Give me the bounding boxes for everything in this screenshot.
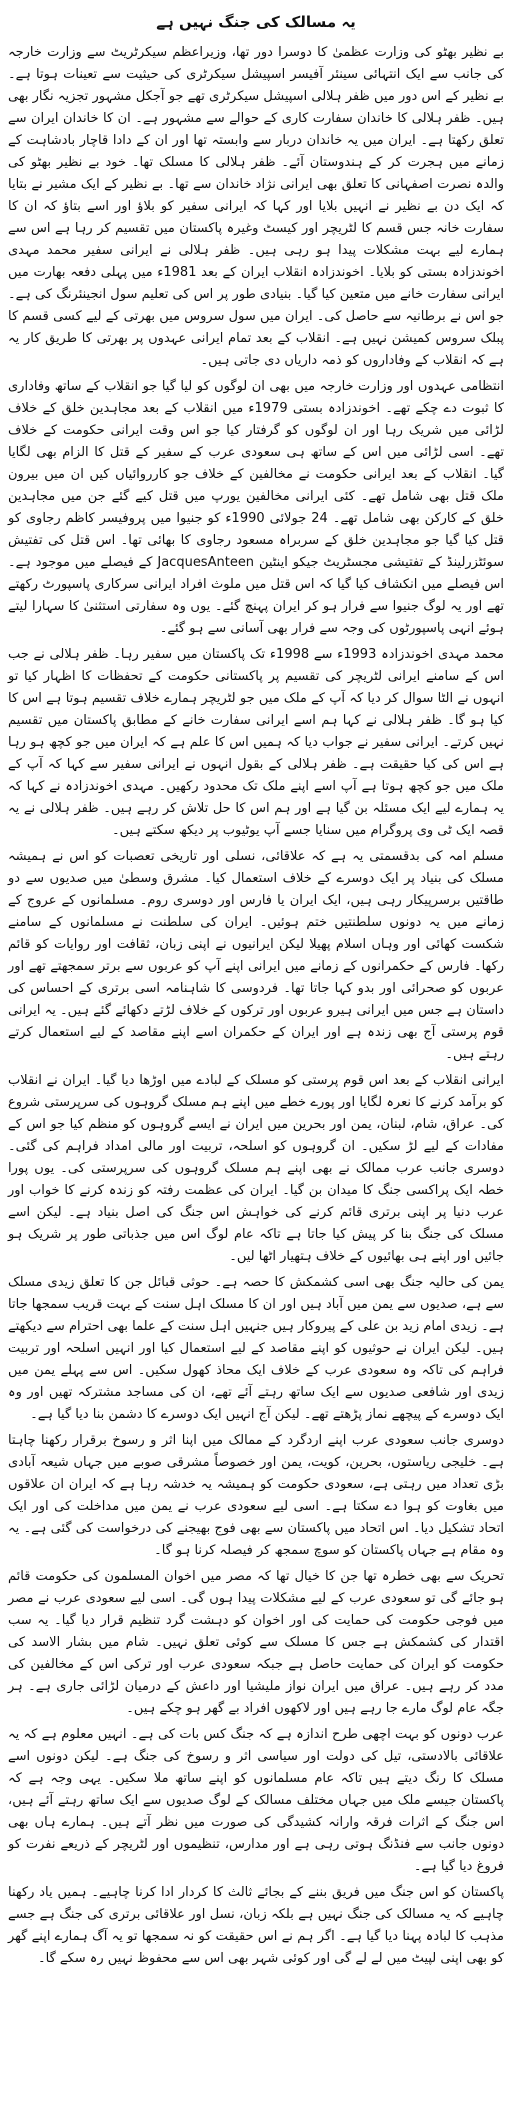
article-paragraph: یمن کی حالیہ جنگ بھی اسی کشمکش کا حصہ ہے۔ حوثی قبائل جن کا تعلق زیدی مسلک سے ہے، صدیوں سے یمن میں آباد ہیں اور ان کا مسلک اہل سنت کے بہت قریب سمجھا جاتا ہے۔ زیدی امام زید بن علی کے پیروکار ہیں جنہیں اہل سنت کے علما بھی احترام سے دیکھتے ہیں۔ لیکن ایران نے حوثیوں کو اپنے مقاصد کے لیے استعمال کیا اور انہیں اسلحہ اور تربیت فراہم کی تاکہ وہ سعودی عرب کے خلاف ایک محاذ کھول سکیں۔ اس سے پہلے یمن میں زیدی اور شافعی صدیوں سے ایک ساتھ رہتے آئے تھے، ان کی مساجد مشترکہ تھیں اور وہ ایک دوسرے کے پیچھے نماز پڑھتے تھے۔ لیکن آج انہیں ایک دوسرے کا دشمن بنا دیا گیا ہے۔: [8, 1275, 504, 1422]
article-body: [8, 42, 504, 1970]
article-paragraph: انتظامی عہدوں اور وزارت خارجہ میں بھی ان لوگوں کو لیا گیا جو انقلاب کے ساتھ وفاداری کا ثبوت دے چکے تھے۔ اخوندزادہ بستی 1979ء میں انقلاب کے بعد مجاہدین خلق کے خلاف لڑائی میں شریک رہا اور ان لوگوں کو گرفتار کیا جو اس وقت ایرانی حکومت کے خلاف تھے۔ اسی لڑائی میں اس کے ساتھ ہی سعودی عرب کے سفیر کے قتل کا الزام بھی لگایا گیا۔ انقلاب کے بعد ایرانی حکومت نے مخالفین کے خلاف جو کارروائیاں کیں ان میں بیرون ملک قتل بھی شامل تھے۔ کئی ایرانی مخالفین یورپ میں قتل کیے گئے جن میں مجاہدین خلق کے کارکن بھی شامل تھے۔ 24 جولائی 1990ء کو جنیوا میں پروفیسر کاظم رجاوی کو قتل کیا گیا جو مجاہدین خلق کے سربراہ مسعود رجاوی کا بھائی تھا۔ اس قتل کی تفتیش سوئٹزرلینڈ کے تفتیشی مجسٹریٹ جیکو اینٹین JacquesAnteen کے فیصلے میں موجود ہے۔ اس فیصلے میں انکشاف کیا گیا کہ اس قتل میں ملوث افراد ایرانی سرکاری پاسپورٹ رکھتے تھے اور یہ لوگ جنیوا سے فرار ہو کر ایران پہنچ گئے۔ یوں وہ سفارتی استثنیٰ کا سہارا لیتے ہوئے انہی پاسپورٹوں کی وجہ سے فرار بھی آسانی سے ہو گئے۔: [8, 379, 505, 636]
article-paragraph: پاکستان کو اس جنگ میں فریق بننے کے بجائے ثالث کا کردار ادا کرنا چاہیے۔ ہمیں یاد رکھنا چاہیے کہ یہ مسالک کی جنگ نہیں ہے بلکہ زبان، نسل اور علاقائی برتری کی جنگ ہے جسے مذہب کا لبادہ پہنا دیا گیا ہے۔ اگر ہم نے اس حقیقت کو نہ سمجھا تو یہ آگ ہمارے اپنے گھر کو بھی اپنی لپیٹ میں لے لے گی اور کوئی شہر بھی اس سے محفوظ نہیں رہ سکے گا۔: [8, 1885, 504, 1966]
article-paragraph: محمد مہدی اخوندزادہ 1993ء سے 1998ء تک پاکستان میں سفیر رہا۔ ظفر ہلالی نے جب اس کے سامنے ایرانی لٹریچر کی تقسیم پر پاکستانی حکومت کے تحفظات کا اظہار کیا تو انہوں نے الٹا سوال کر دیا کہ آپ کے ملک میں جو لٹریچر ہمارے خلاف تقسیم ہوتا ہے اس کا کیا ہو گا۔ ظفر ہلالی نے کہا ہم اسے ایرانی سفارت خانے کے مطابق پاکستان میں تقسیم نہیں کرتے۔ ایرانی سفیر نے جواب دیا کہ ہمیں اس کا علم ہے کہ ایران میں جو کچھ ہو رہا ہے اس کی کیا حقیقت ہے۔ ظفر ہلالی کے بقول انہوں نے ایرانی سفیر سے کہا کہ آپ کے ملک میں جو کچھ ہوتا ہے آپ اسے اپنے ملک تک محدود رکھیں۔ مہدی اخوندزادہ نے کہا کہ یہ ہمارے لیے ایک مسئلہ بن گیا ہے اور ہم اس کا حل تلاش کر رہے ہیں۔ ظفر ہلالی نے یہ قصہ ایک ٹی وی پروگرام میں سنایا جسے آپ یوٹیوب پر دیکھ سکتے ہیں۔: [8, 647, 504, 838]
article-paragraph: بے نظیر بھٹو کی وزارت عظمیٰ کا دوسرا دور تھا، وزیراعظم سیکرٹریٹ سے وزارت خارجہ کی جانب سے ایک انتہائی سینئر آفیسر اسپیشل سیکرٹری کی حیثیت سے تعینات ہوتا ہے۔ بے نظیر کے اس دور میں ظفر ہلالی اسپیشل سیکرٹری تھے جو آجکل مشہور تجزیہ نگار بھی ہیں۔ ظفر ہلالی کا خاندان سفارت کاری کے حوالے سے مشہور ہے۔ ان کا خاندان ایران سے تعلق رکھتا ہے۔ ایران میں یہ خاندان دربار سے وابستہ تھا اور ان کے دادا قاچار بادشاہت کے زمانے میں ہجرت کر کے ہندوستان آئے۔ ظفر ہلالی کا مسلک تھا۔ خود بے نظیر بھٹو کی والدہ نصرت اصفہانی کا تعلق بھی ایرانی نژاد خاندان سے تھا۔ بے نظیر کے ایک مشیر نے بتایا کہ ایک دن بے نظیر نے انہیں بلایا اور کہا کہ ایرانی سفیر کو بلاؤ اور اسے بتاؤ کہ ان کا سفارت خانہ جس قسم کا لٹریچر اور کیسٹ وغیرہ پاکستان میں تقسیم کر رہا ہے اس سے ہمارے لیے بہت مشکلات پیدا ہو رہی ہیں۔ ظفر ہلالی نے ایرانی سفیر محمد مہدی اخوندزادہ بستی کو بلایا۔ اخوندزادہ انقلاب ایران کے بعد 1981ء میں پہلی دفعہ بھارت میں ایرانی سفارت خانے میں متعین کیا گیا۔ بنیادی طور پر اس کی تعلیم سول انجینئرنگ کی ہے۔ جو اس نے برطانیہ سے حاصل کی۔ ایران میں سول سروس میں بھرتی کے لیے کسی قسم کا پبلک سروس کمیشن نہیں ہے۔ انقلاب کے بعد تمام ایرانی عہدوں پر بھرتی کا طریق کار یہ ہے کہ انقلاب کے وفاداروں کو ذمہ داریاں دی جاتی ہیں۔: [8, 45, 504, 368]
article-paragraph: ایرانی انقلاب کے بعد اس قوم پرستی کو مسلک کے لبادے میں اوڑھا دیا گیا۔ ایران نے انقلاب کو برآمد کرنے کا نعرہ لگایا اور پورے خطے میں اپنے ہم مسلک گروہوں کی سرپرستی شروع کی۔ عراق، شام، لبنان، یمن اور بحرین میں ایران نے ایسے گروہوں کو منظم کیا جو اس کے مفادات کے لیے لڑ سکیں۔ ان گروہوں کو اسلحہ، تربیت اور مالی امداد فراہم کی گئی۔ دوسری جانب عرب ممالک نے بھی اپنے ہم مسلک گروہوں کی سرپرستی کی۔ یوں پورا خطہ ایک پراکسی جنگ کا میدان بن گیا۔ ایران کی عظمت رفتہ کو زندہ کرنے کا خواب اور عرب دنیا پر اپنی برتری قائم کرنے کی خواہش اس جنگ کی اصل بنیاد ہے۔ لیکن اسے مسلک کی جنگ بنا کر پیش کیا جاتا ہے تاکہ عام لوگ اس میں جذباتی طور پر شریک ہو جائیں اور اپنے ہی بھائیوں کے خلاف ہتھیار اٹھا لیں۔: [8, 1073, 504, 1264]
article-paragraph: دوسری جانب سعودی عرب اپنے اردگرد کے ممالک میں اپنا اثر و رسوخ برقرار رکھنا چاہتا ہے۔ خلیجی ریاستوں، بحرین، کویت، یمن اور خصوصاً مشرقی صوبے میں جہاں شیعہ آبادی بڑی تعداد میں رہتی ہے، سعودی حکومت کو ہمیشہ یہ خدشہ رہا ہے کہ ایران ان علاقوں میں بغاوت کو ہوا دے سکتا ہے۔ اسی لیے سعودی عرب نے یمن میں مداخلت کی اور ایک اتحاد تشکیل دیا۔ اس اتحاد میں پاکستان سے بھی فوج بھیجنے کی درخواست کی گئی ہے۔ یہ وہ مقام ہے جہاں پاکستان کو سوچ سمجھ کر فیصلہ کرنا ہو گا۔: [8, 1433, 504, 1558]
article-paragraph: عرب دونوں کو بہت اچھی طرح اندازہ ہے کہ جنگ کس بات کی ہے۔ انہیں معلوم ہے کہ یہ علاقائی بالادستی، تیل کی دولت اور سیاسی اثر و رسوخ کی جنگ ہے۔ لیکن دونوں اسے مسلک کا رنگ دیتے ہیں تاکہ عام مسلمانوں کو اپنے ساتھ ملا سکیں۔ یہی وجہ ہے کہ پاکستان جیسے ملک میں جہاں مختلف مسالک کے لوگ صدیوں سے ایک ساتھ رہتے آئے ہیں، اس جنگ کے اثرات فرقہ وارانہ کشیدگی کی صورت میں نظر آتے ہیں۔ ہمارے ہاں بھی دونوں جانب سے فنڈنگ ہوتی رہی ہے اور مدارس، تنظیموں اور لٹریچر کے ذریعے نفرت کو فروغ دیا گیا ہے۔: [8, 1727, 504, 1874]
article-paragraph: مسلم امہ کی بدقسمتی یہ ہے کہ علاقائی، نسلی اور تاریخی تعصبات کو اس نے ہمیشہ مسلک کی بنیاد پر ایک دوسرے کے خلاف استعمال کیا۔ مشرق وسطیٰ میں صدیوں سے دو طاقتیں برسرپیکار رہی ہیں، ایک ایران یا فارس اور دوسری روم۔ مسلمانوں کے عروج کے زمانے میں یہ دونوں سلطنتیں ختم ہوئیں۔ ایران کی سلطنت نے مسلمانوں کے سامنے شکست کھائی اور وہاں اسلام پھیلا لیکن ایرانیوں نے اپنی زبان، ثقافت اور روایات کو قائم رکھا۔ فارس کے حکمرانوں کے زمانے میں ایرانی اپنے آپ کو عربوں سے برتر سمجھتے تھے اور عربوں کو صحرائی اور بدو کہا جاتا تھا۔ فردوسی کا شاہنامہ اسی برتری کے احساس کی داستان ہے جس میں ایرانی ہیرو عربوں اور ترکوں کے خلاف لڑتے دکھائے گئے ہیں۔ یہ ایرانی قوم پرستی آج بھی زندہ ہے اور ایران کے حکمران اسے اپنے مقاصد کے لیے استعمال کرتے رہتے ہیں۔: [8, 849, 504, 1062]
article-title: یہ مسالک کی جنگ نہیں ہے: [156, 13, 356, 31]
article-paragraph: تحریک سے بھی خطرہ تھا جن کا خیال تھا کہ مصر میں اخوان المسلمون کی حکومت قائم ہو جائے گی تو سعودی عرب کے لیے مشکلات پیدا ہوں گی۔ اسی لیے سعودی عرب نے مصر میں فوجی حکومت کی حمایت کی اور اخوان کو دہشت گرد تنظیم قرار دیا گیا۔ یہ سب اقتدار کی کشمکش ہے جس کا مسلک سے کوئی تعلق نہیں۔ شام میں بشار الاسد کی حکومت کو ایران کی حمایت حاصل ہے جبکہ سعودی عرب اور ترکی اس کے مخالفین کی مدد کر رہے ہیں۔ عراق میں ایران نواز ملیشیا اور داعش کے درمیان لڑائی جاری ہے۔ ہر جگہ عام لوگ مارے جا رہے ہیں اور لاکھوں افراد بے گھر ہو چکے ہیں۔: [8, 1569, 504, 1716]
